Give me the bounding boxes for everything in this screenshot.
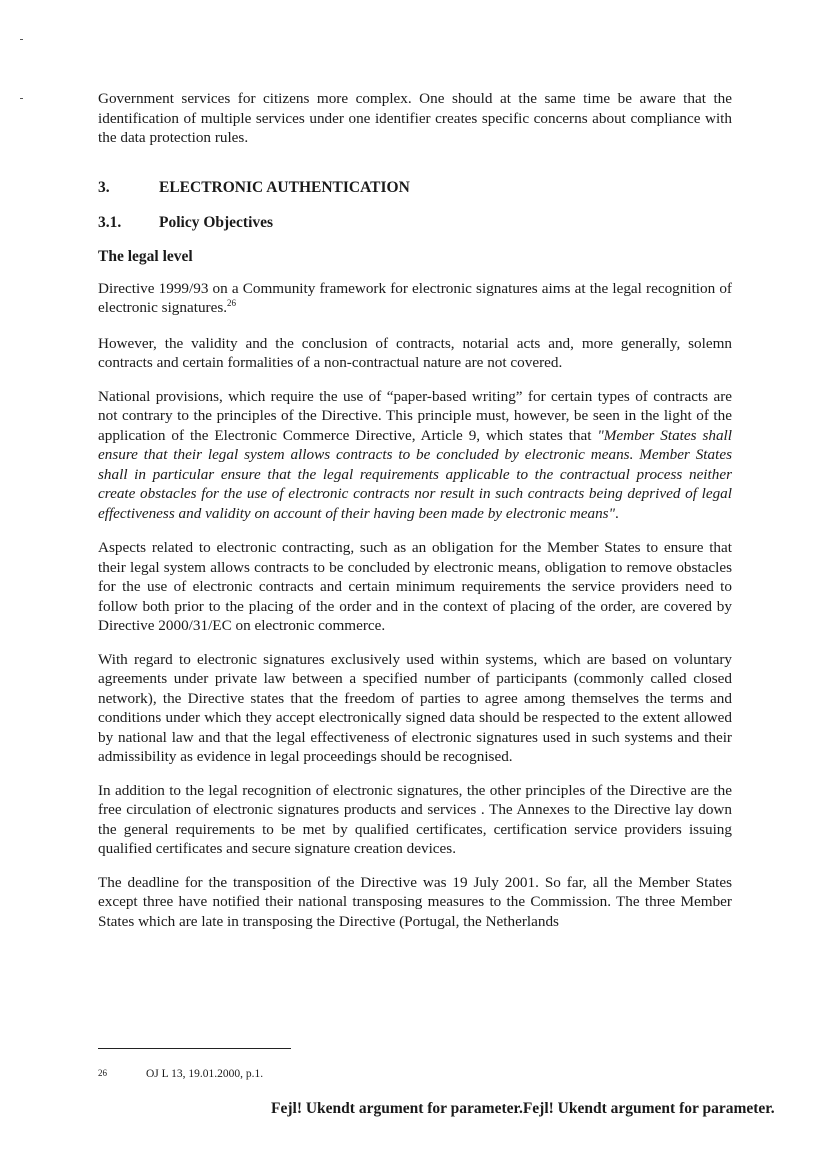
footnote-text: OJ L 13, 19.01.2000, p.1. [146, 1068, 264, 1080]
paragraph: Aspects related to electronic contracting, such as an obligation for the Member States to ensure that their legal system allows contracts to be concluded by electronic means, obligation to remove obstacles for the use of electronic contracts and certain minimum requirements the service providers need to follow both prior to the placing of the order and in the context of placing of the order, are covered by Directive 2000/31/EC on electronic commerce. [98, 539, 732, 634]
section-number: 3. [98, 178, 110, 196]
footnote [98, 1068, 263, 1080]
section-heading [98, 179, 732, 197]
subsection-title: Policy Objectives [159, 213, 274, 231]
quoted-article: "Member States shall ensure that their legal system allows contracts to be concluded by electronic means. Member States shall in particular ensure that the legal requirements applicable to the contractual process neither create obstacles for the use of electronic contracts nor result in such contracts being deprived of legal effectiveness and validity on account of their having been made by electronic means" [98, 426, 732, 522]
section-title: ELECTRONIC AUTHENTICATION [159, 178, 410, 196]
paragraph: With regard to electronic signatures exclusively used within systems, which are based on voluntary agreements under private law between a specified number of participants (commonly called closed network), the Directive states that the freedom of parties to agree among themselves the terms and conditions under which they accept electronically signed data should be respected to the extent allowed by national law and that the legal effectiveness of electronic signatures used in such systems and their admissibility as evidence in legal proceedings should be recognised. [98, 650, 732, 765]
footnote-separator [98, 1048, 291, 1049]
subsection-heading [98, 214, 732, 232]
paragraph [98, 387, 732, 524]
paragraph-text: Directive 1999/93 on a Community framework for electronic signatures aims at the legal recognition of electronic signatures. [98, 279, 732, 316]
footnote-number: 26 [98, 1068, 107, 1078]
paragraph: Government services for citizens more complex. One should at the same time be aware that the identification of multiple services under one identifier creates specific concerns about compliance with the data protection rules. [98, 90, 732, 146]
margin-mark [20, 98, 23, 99]
paragraph: In addition to the legal recognition of electronic signatures, the other principles of the Directive are the free circulation of electronic signatures products and services . The Annexes to the Directive lay down the general requirements to be met by qualified certificates, certification service providers issuing qualified certificates and secure signature creation devices. [98, 781, 732, 857]
margin-mark [20, 39, 23, 40]
page-footer: Fejl! Ukendt argument for parameter.Fejl! Ukendt argument for parameter. [271, 1100, 775, 1117]
paragraph [98, 279, 732, 318]
paragraph: However, the validity and the conclusion of contracts, notarial acts and, more generally, solemn contracts and certain formalities of a non-contractual nature are not covered. [98, 334, 732, 371]
subsection-number: 3.1. [98, 213, 122, 231]
page-body [98, 89, 732, 931]
paragraph-end: . [614, 504, 619, 522]
paragraph-text: National provisions, which require the use of “paper-based writing” for certain types of contracts are not contrary to the principles of the Directive. This principle must, however, be seen in the light of the application of the Electronic Commerce Directive, Article 9, which states that [98, 387, 732, 444]
subheading: The legal level [98, 247, 193, 265]
paragraph: The deadline for the transposition of the Directive was 19 July 2001. So far, all the Member States except three have notified their national transposing measures to the Commission. The three Member States which are late in transposing the Directive (Portugal, the Netherlands [98, 873, 732, 930]
footnote-reference: 26 [227, 297, 237, 308]
